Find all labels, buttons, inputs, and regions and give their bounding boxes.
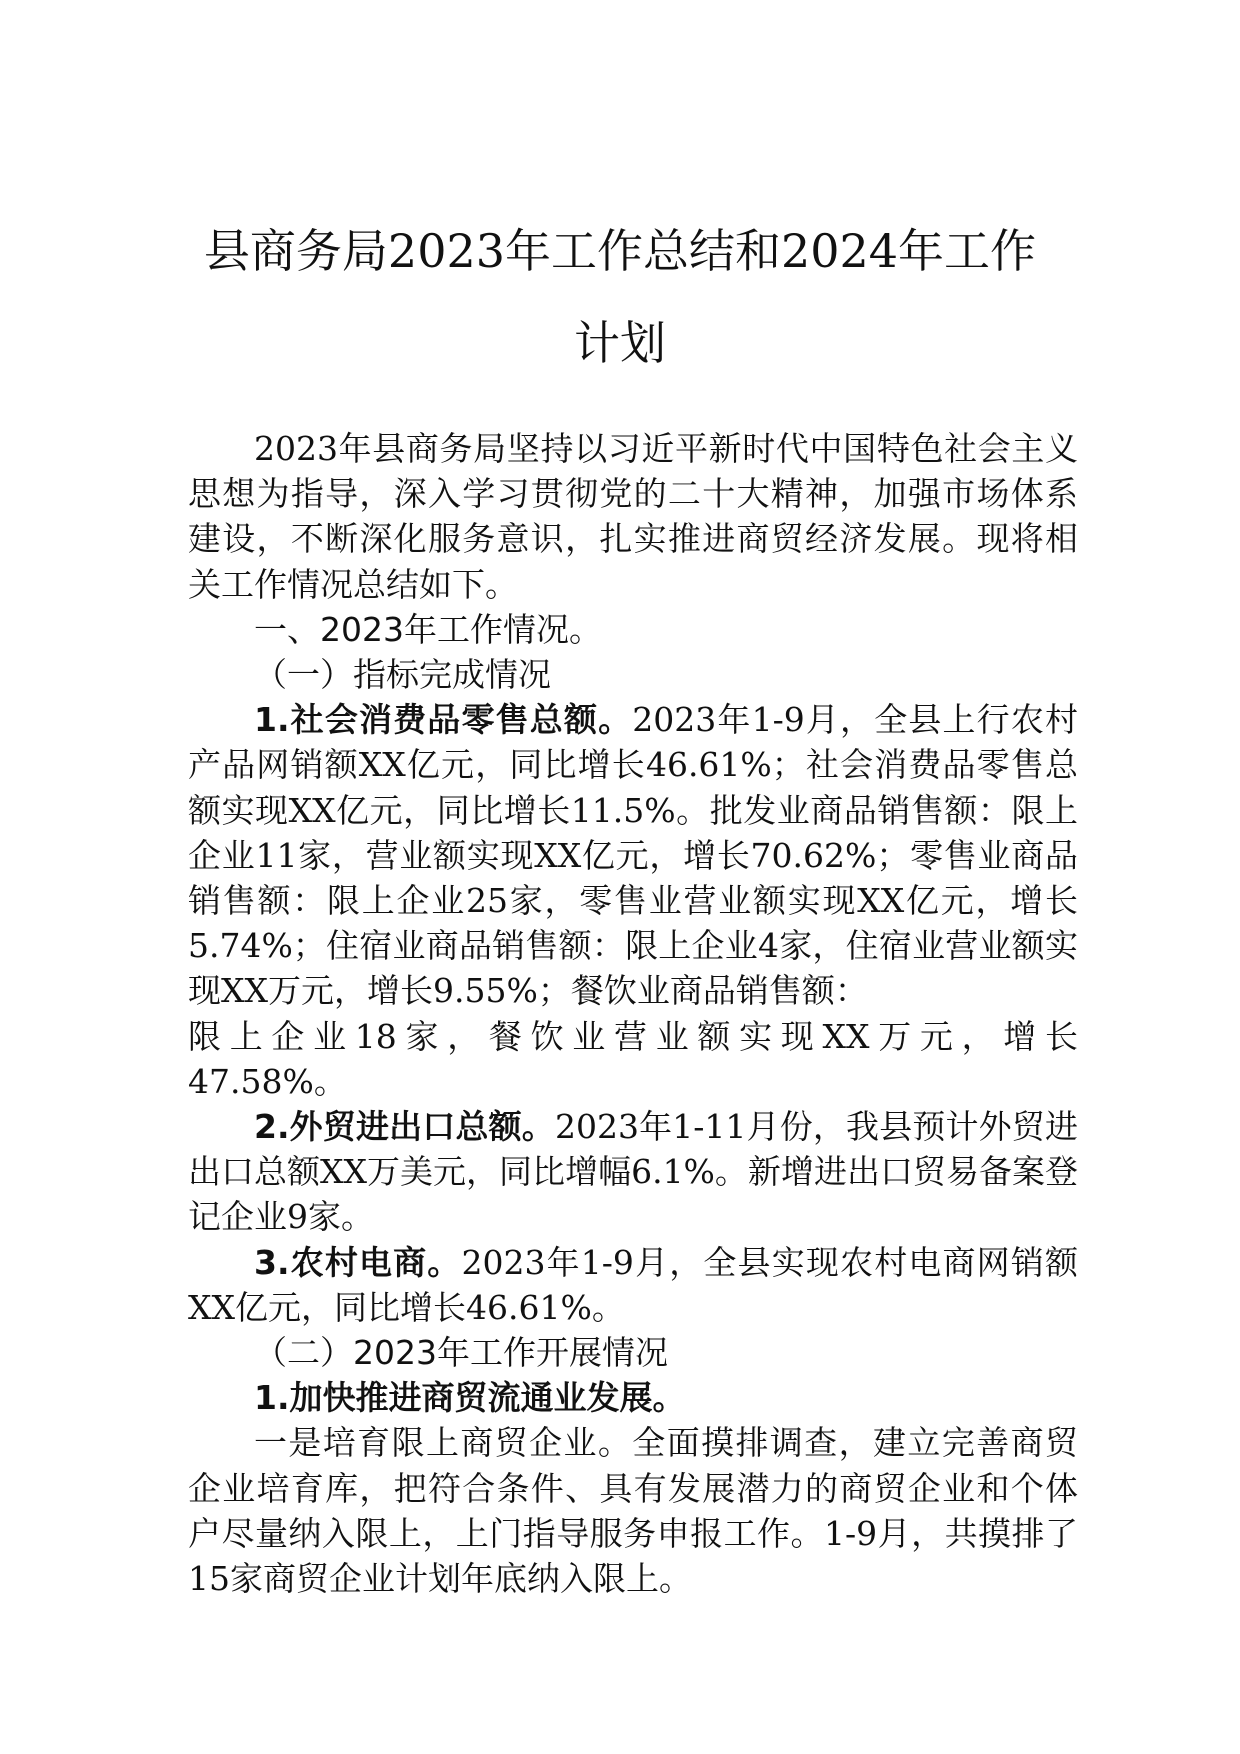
subsection-heading-1 <box>188 652 1078 697</box>
heading-text: （二）2023年工作开展情况 <box>254 1333 668 1373</box>
retail-sales-last-line <box>188 1059 1078 1104</box>
paragraph-text: 2023年1-9月，全县上行农村产品网销额XX亿元，同比增长46.61%；社会消费品零售总额实现XX亿元，同比增长11.5%。批发业商品销售额：限上企业11家，营业额实现XX亿元，增长70.62%；零售业商品销售额：限上企业25家，零售业营业额实现XX亿元，增长5.74%；住宿业商品销售额：限上企业4家，住宿业营业额实现XX万元，增长9.55%；餐饮业商品销售额： <box>188 700 1078 1011</box>
paragraph-text: 一是培育限上商贸企业。全面摸排调查，建立完善商贸企业培育库，把符合条件、具有发展潜力的商贸企业和个体户尽量纳入限上，上门指导服务申报工作。1-9月，共摸排了15家商贸企业计划年底纳入限上。 <box>188 1423 1078 1599</box>
paragraph-text: 限上企业18家，餐饮业营业额实现XX万元，增长 <box>188 1016 1078 1056</box>
paragraph-lead: 1.社会消费品零售总额。 <box>254 700 633 740</box>
intro-paragraph <box>188 426 1078 607</box>
paragraph-lead: 2.外贸进出口总额。 <box>254 1107 555 1147</box>
retail-sales-spread-line <box>188 1014 1078 1059</box>
paragraph-text: 2023年1-11月份，我县预计外贸进出口总额XX万美元，同比增幅6.1%。新增进出口贸易备案登记企业9家。 <box>188 1107 1079 1237</box>
enterprise-cultivation-paragraph <box>188 1420 1078 1601</box>
retail-sales-block <box>188 697 1078 1104</box>
heading-text: （一）指标完成情况 <box>254 655 551 695</box>
paragraph-lead: 1.加快推进商贸流通业发展。 <box>254 1378 686 1418</box>
subsection-heading-2 <box>188 1330 1078 1375</box>
paragraph-text: 2023年1-9月，全县实现农村电商网销额XX亿元，同比增长46.61%。 <box>188 1242 1079 1327</box>
document-title: 县商务局2023年工作总结和2024年工作计划 <box>203 224 1037 370</box>
paragraph-text: 2023年县商务局坚持以习近平新时代中国特色社会主义思想为指导，深入学习贯彻党的二十大精神，加强市场体系建设，不断深化服务意识，扎实推进商贸经济发展。现将相关工作情况总结如下。 <box>188 429 1078 604</box>
commerce-heading <box>188 1375 1078 1420</box>
retail-sales-paragraph <box>188 697 1078 1013</box>
paragraph-lead: 3.农村电商。 <box>254 1242 462 1282</box>
foreign-trade-paragraph <box>188 1104 1078 1240</box>
paragraph-text: 47.58%。 <box>188 1061 347 1101</box>
rural-ecommerce-paragraph <box>188 1240 1078 1330</box>
section-heading-1 <box>188 607 1078 652</box>
heading-text: 一、2023年工作情况。 <box>254 609 602 649</box>
document-body <box>188 426 1078 1601</box>
